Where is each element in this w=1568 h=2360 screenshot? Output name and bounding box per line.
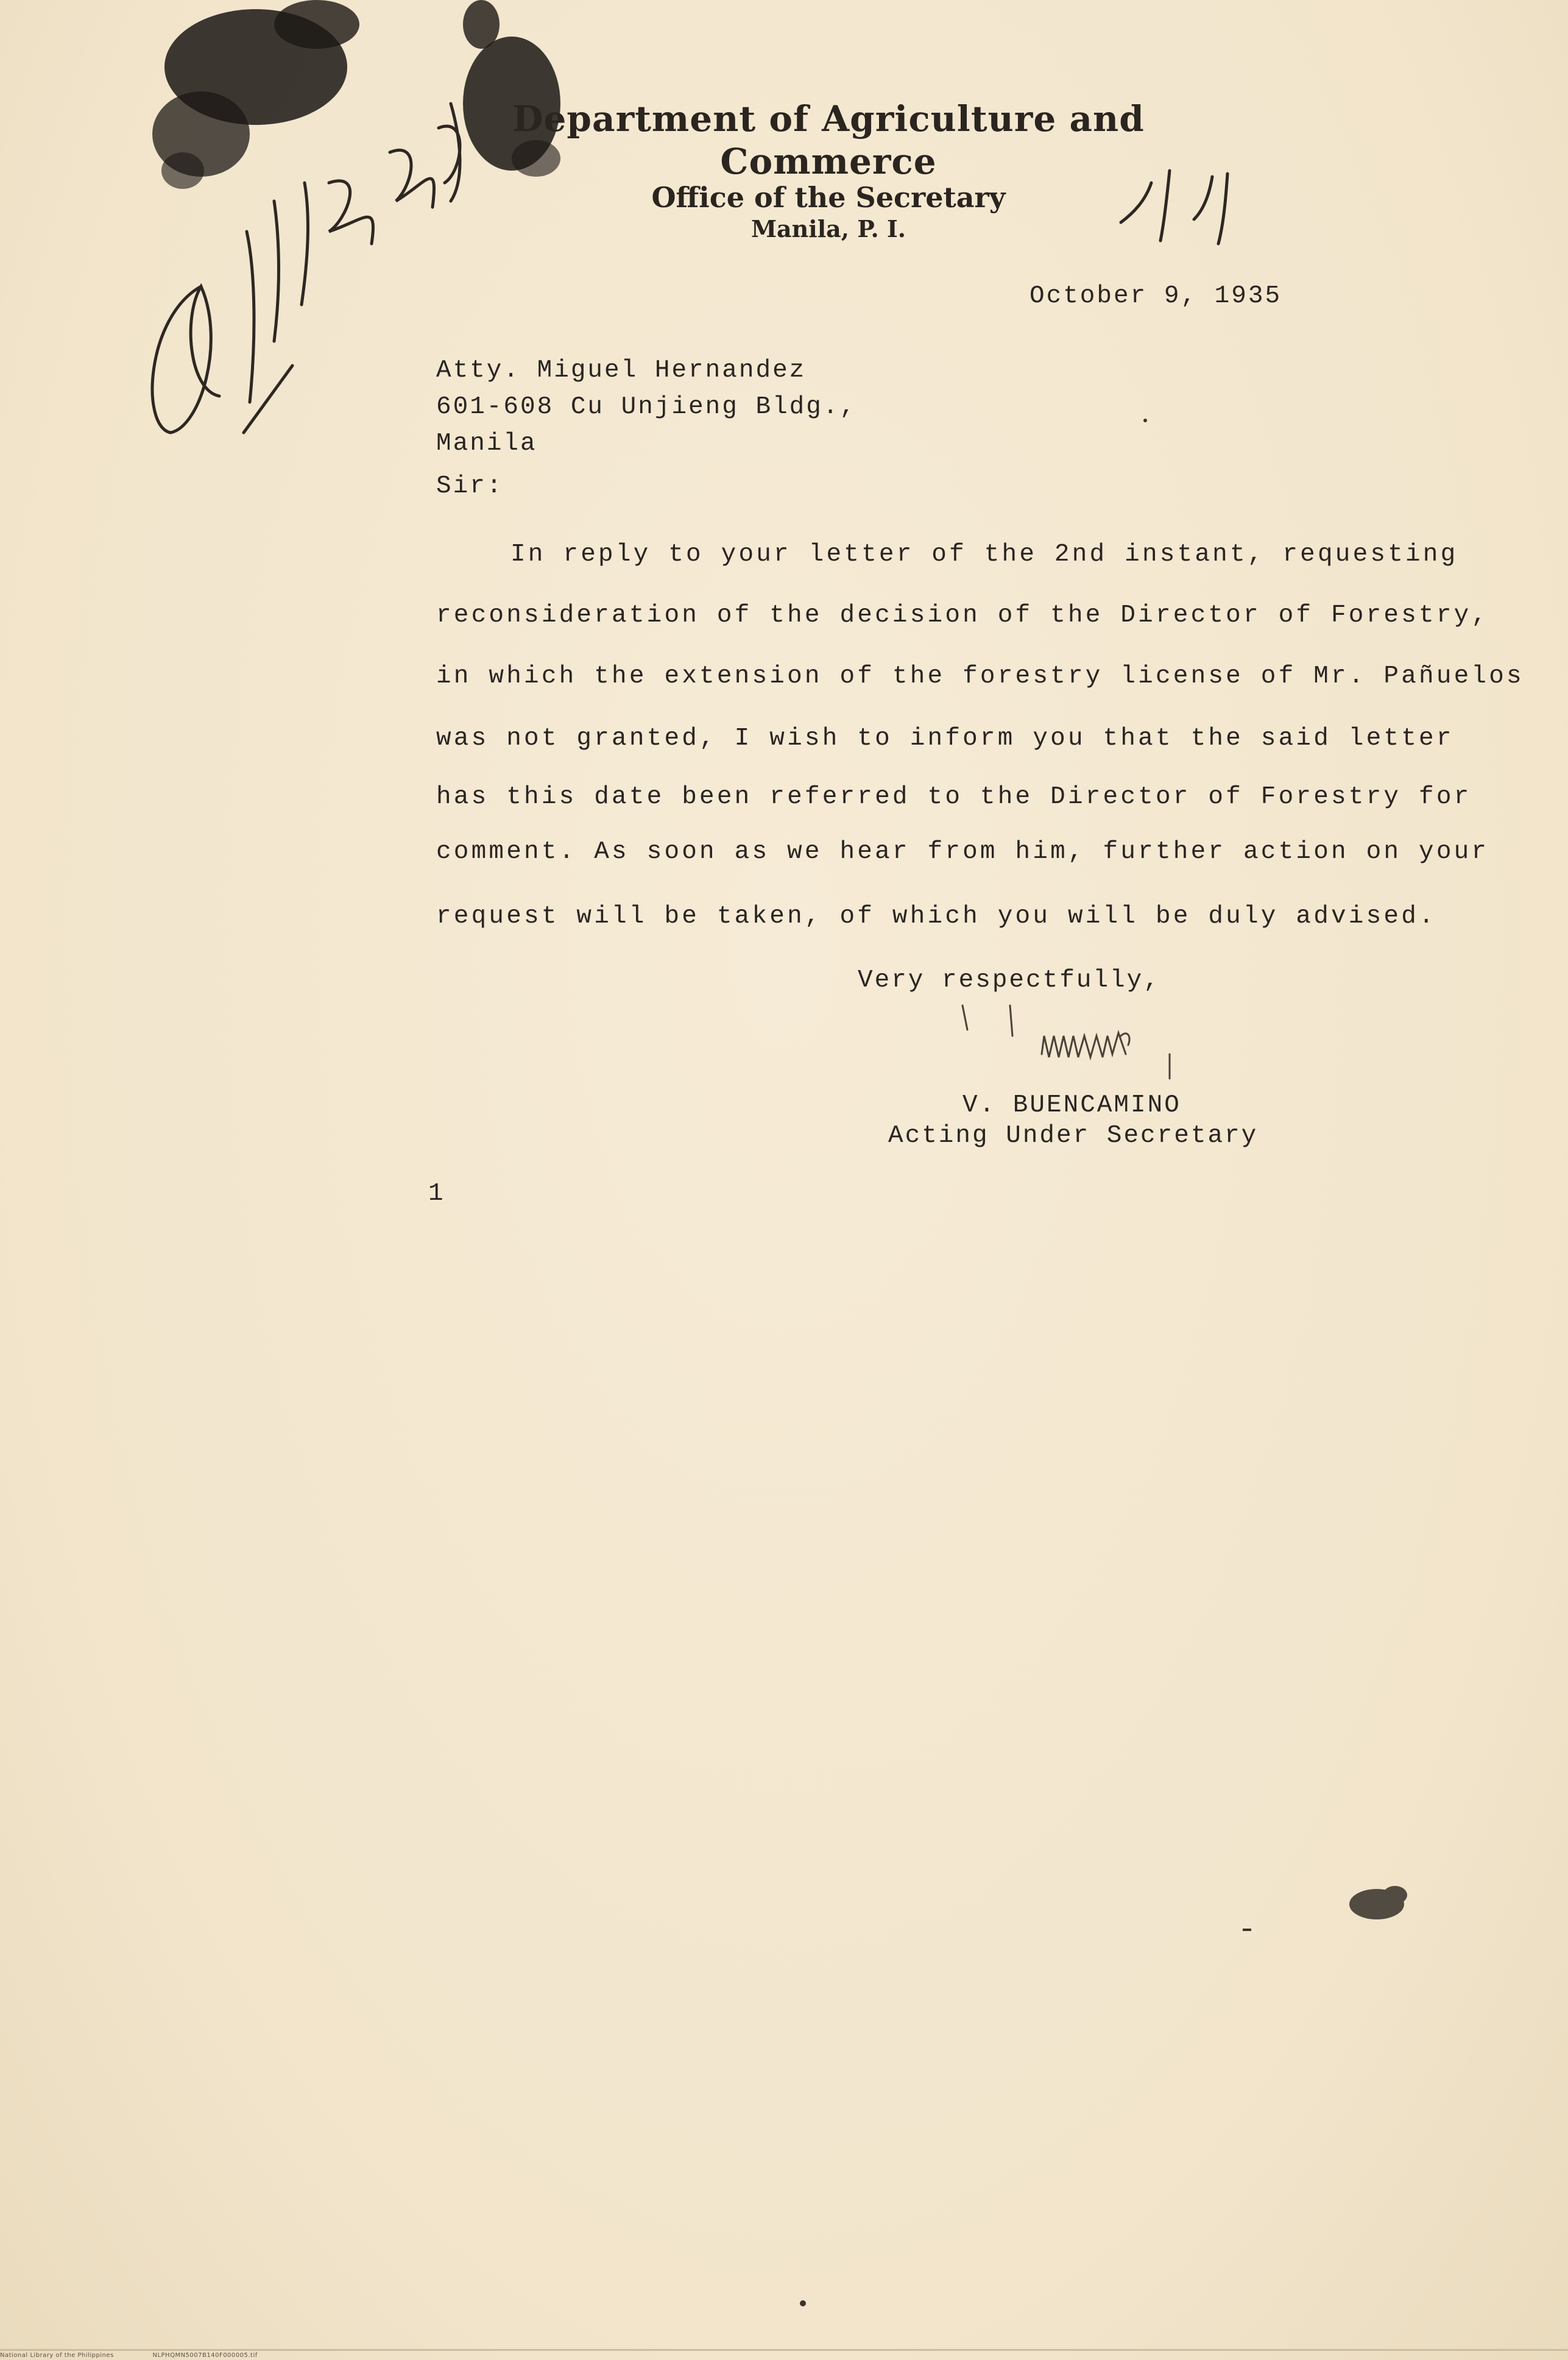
- body-line: In reply to your letter of the 2nd instant, requesting: [510, 540, 1458, 569]
- letterhead-place: Manila, P. I.: [750, 215, 906, 243]
- salutation: Sir:: [436, 472, 504, 500]
- body-line: comment. As soon as we hear from him, further action on your: [436, 838, 1489, 866]
- address-line: 601-608 Cu Unjieng Bldg.,: [436, 393, 857, 421]
- letterhead-department: Department of Agriculture and Commerce: [512, 98, 1145, 182]
- page-number: 1: [428, 1180, 445, 1208]
- bottom-edge: [0, 2349, 1568, 2351]
- signatory-title: Acting Under Secretary: [888, 1122, 1259, 1150]
- archive-footer: [0, 2352, 294, 2359]
- body-line: request will be taken, of which you will be duly advised.: [436, 902, 1436, 930]
- letterhead-office: Office of the Secretary: [651, 181, 1006, 214]
- closing: Very respectfully,: [858, 966, 1160, 994]
- recipient-address: [436, 352, 856, 462]
- footer-library: National Library of the Philippines: [0, 2352, 114, 2359]
- body-line: in which the extension of the forestry license of Mr. Pañuelos: [436, 662, 1524, 690]
- address-line: Manila: [436, 430, 537, 458]
- address-line: Atty. Miguel Hernandez: [436, 356, 807, 384]
- letter-date: October 9, 1935: [1029, 282, 1282, 310]
- body-line: has this date been referred to the Director of Forestry for: [436, 783, 1472, 811]
- signatory-name: V. BUENCAMINO: [962, 1091, 1181, 1119]
- footer-file: NLPHQMN5007B140F000005.tif: [152, 2352, 258, 2359]
- letterhead: [500, 97, 1157, 244]
- body-line: reconsideration of the decision of the Director of Forestry,: [436, 601, 1489, 629]
- body-line: was not granted, I wish to inform you that the said letter: [436, 725, 1454, 753]
